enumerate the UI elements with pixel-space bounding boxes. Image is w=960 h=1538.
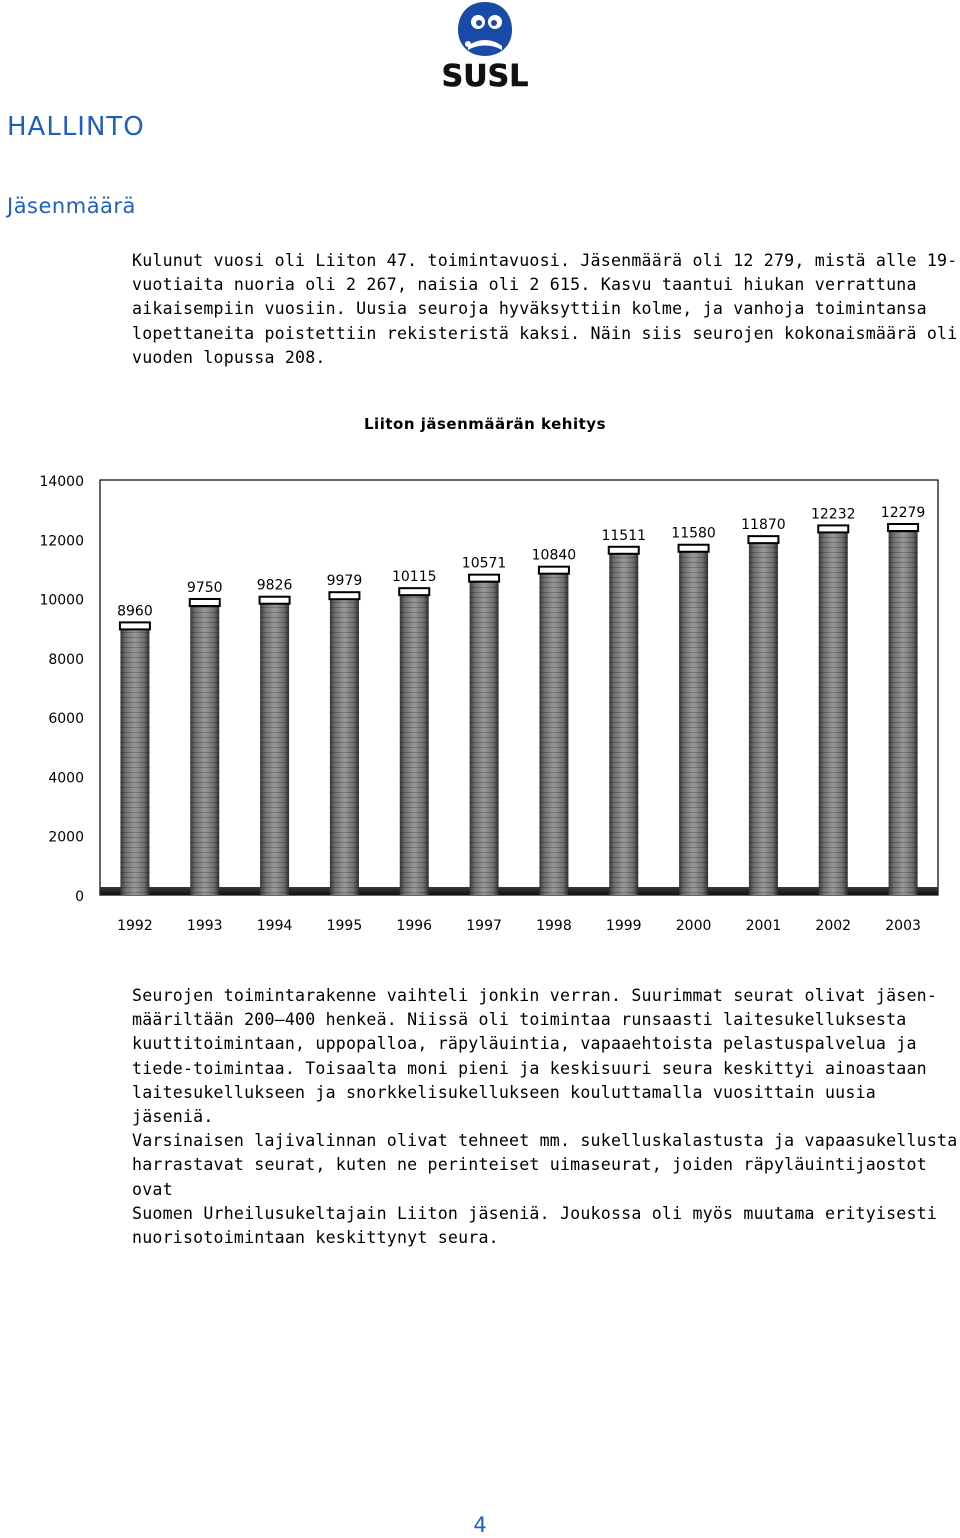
structure-paragraph: Seurojen toimintarakenne vaihteli jonkin verran. Suurimmat seurat olivat jäsen- määriltään 200—400 henkeä. Niissä oli toimintaa runsaasti laitesukelluksesta kuuttitoimintaan, uppopalloa, räpyläuintia, vapaaehtoista pelastuspalvelua ja tiede-toimintaa. Toisaalta moni pieni ja keskisuuri seura keskittyi ainoastaan laitesukellukseen ja snorkkelisukellukseen kouluttamalla vuosittain uusia jäseniä. Varsinaisen lajivalinnan olivat tehneet mm. sukelluskalastusta ja vapaasukellusta harrastavat seurat, kuten ne perinteiset uimaseurat, joiden räpyläuintijaostot ovat Suomen Urheilusukeltajain Liiton jäseniä. Joukossa oli myös muutama erityisesti nuorisotoimintaan keskittynyt seura. — [132, 986, 958, 1248]
data-label: 8960 — [117, 603, 153, 620]
bar-cap — [329, 592, 359, 599]
bar-texture — [889, 531, 918, 895]
bar-texture — [120, 629, 149, 895]
susl-logo — [428, 0, 542, 90]
membership-chart — [0, 405, 960, 950]
data-label: 9826 — [256, 577, 293, 594]
x-tick-label: 1993 — [186, 918, 223, 934]
bar-cap — [120, 622, 150, 629]
y-tick-label: 10000 — [39, 592, 84, 609]
data-label: 10840 — [531, 547, 577, 564]
bar-1993 — [187, 580, 223, 895]
y-tick-label: 6000 — [48, 711, 84, 728]
bar-texture — [190, 606, 219, 895]
bar-texture — [260, 604, 289, 895]
y-tick-label: 14000 — [39, 474, 84, 490]
bar-cap — [748, 536, 778, 543]
data-label: 12232 — [810, 506, 856, 523]
bar-texture — [819, 532, 848, 895]
bar-texture — [539, 574, 568, 895]
data-label: 11870 — [741, 517, 786, 534]
membership-chart-svg — [0, 405, 960, 950]
y-tick-label: 12000 — [39, 533, 84, 550]
bar-texture — [609, 554, 638, 895]
logo-text: SUSL — [441, 59, 529, 90]
data-label: 11580 — [671, 525, 716, 542]
data-label: 10115 — [391, 569, 437, 586]
plot-frame — [100, 480, 938, 895]
bar-cap — [679, 545, 709, 552]
y-tick-label: 0 — [75, 889, 84, 905]
x-tick-label: 2000 — [675, 918, 712, 934]
bar-texture — [749, 543, 778, 895]
data-label: 9979 — [326, 573, 363, 590]
y-tick-label: 2000 — [48, 829, 84, 846]
bar-cap — [190, 599, 220, 606]
section-heading: HALLINTO — [7, 112, 145, 142]
data-label: 9750 — [186, 579, 223, 596]
x-tick-label: 1998 — [536, 918, 572, 934]
bar-cap — [609, 547, 639, 554]
x-tick-label: 2002 — [815, 918, 852, 934]
bar-texture — [400, 595, 429, 895]
chart-title: Liiton jäsenmäärän kehitys — [364, 415, 606, 433]
plot-area — [100, 480, 938, 895]
subsection-heading: Jäsenmäärä — [7, 194, 136, 218]
bar-cap — [818, 525, 848, 532]
x-tick-label: 2001 — [745, 918, 782, 934]
bar-1995 — [327, 573, 363, 895]
data-label: 10571 — [461, 555, 507, 572]
bar-texture — [470, 582, 499, 895]
intro-paragraph: Kulunut vuosi oli Liiton 47. toimintavuosi. Jäsenmäärä oli 12 279, mistä alle 19- vuotiaita nuoria oli 2 267, naisia oli 2 615. Kasvu taantui hiukan verrattuna aikaisempiin vuosiin. Uusia seuroja hyväksyttiin kolme, ja vanhoja toimintansa lopettaneita poistettiin rekisteristä kaksi. Näin siis seurojen kokonaismäärä oli vuoden lopussa 208. — [132, 251, 958, 367]
bar-texture — [679, 552, 708, 895]
x-tick-label: 1999 — [605, 918, 642, 934]
data-label: 12279 — [880, 505, 926, 522]
x-tick-label: 1994 — [256, 918, 293, 934]
bar-cap — [539, 567, 569, 574]
y-tick-label: 8000 — [48, 651, 84, 668]
bar-cap — [399, 588, 429, 595]
page-number: 4 — [473, 1513, 487, 1537]
bar-texture — [330, 599, 359, 895]
bar-1994 — [257, 578, 293, 895]
chart-floor — [100, 887, 938, 895]
x-axis — [117, 918, 921, 934]
susl-diver-emblem-icon — [428, 0, 542, 90]
y-axis — [39, 474, 84, 905]
x-tick-label: 1996 — [396, 918, 433, 934]
x-tick-label: 1995 — [326, 918, 363, 934]
data-label: 11511 — [601, 527, 647, 544]
y-tick-label: 4000 — [48, 770, 84, 787]
bar-1992 — [117, 603, 153, 895]
x-tick-label: 1992 — [117, 918, 153, 934]
bar-cap — [469, 575, 499, 582]
bar-cap — [260, 597, 290, 604]
x-tick-label: 2003 — [885, 918, 921, 934]
bar-cap — [888, 524, 918, 531]
x-tick-label: 1997 — [466, 918, 502, 934]
